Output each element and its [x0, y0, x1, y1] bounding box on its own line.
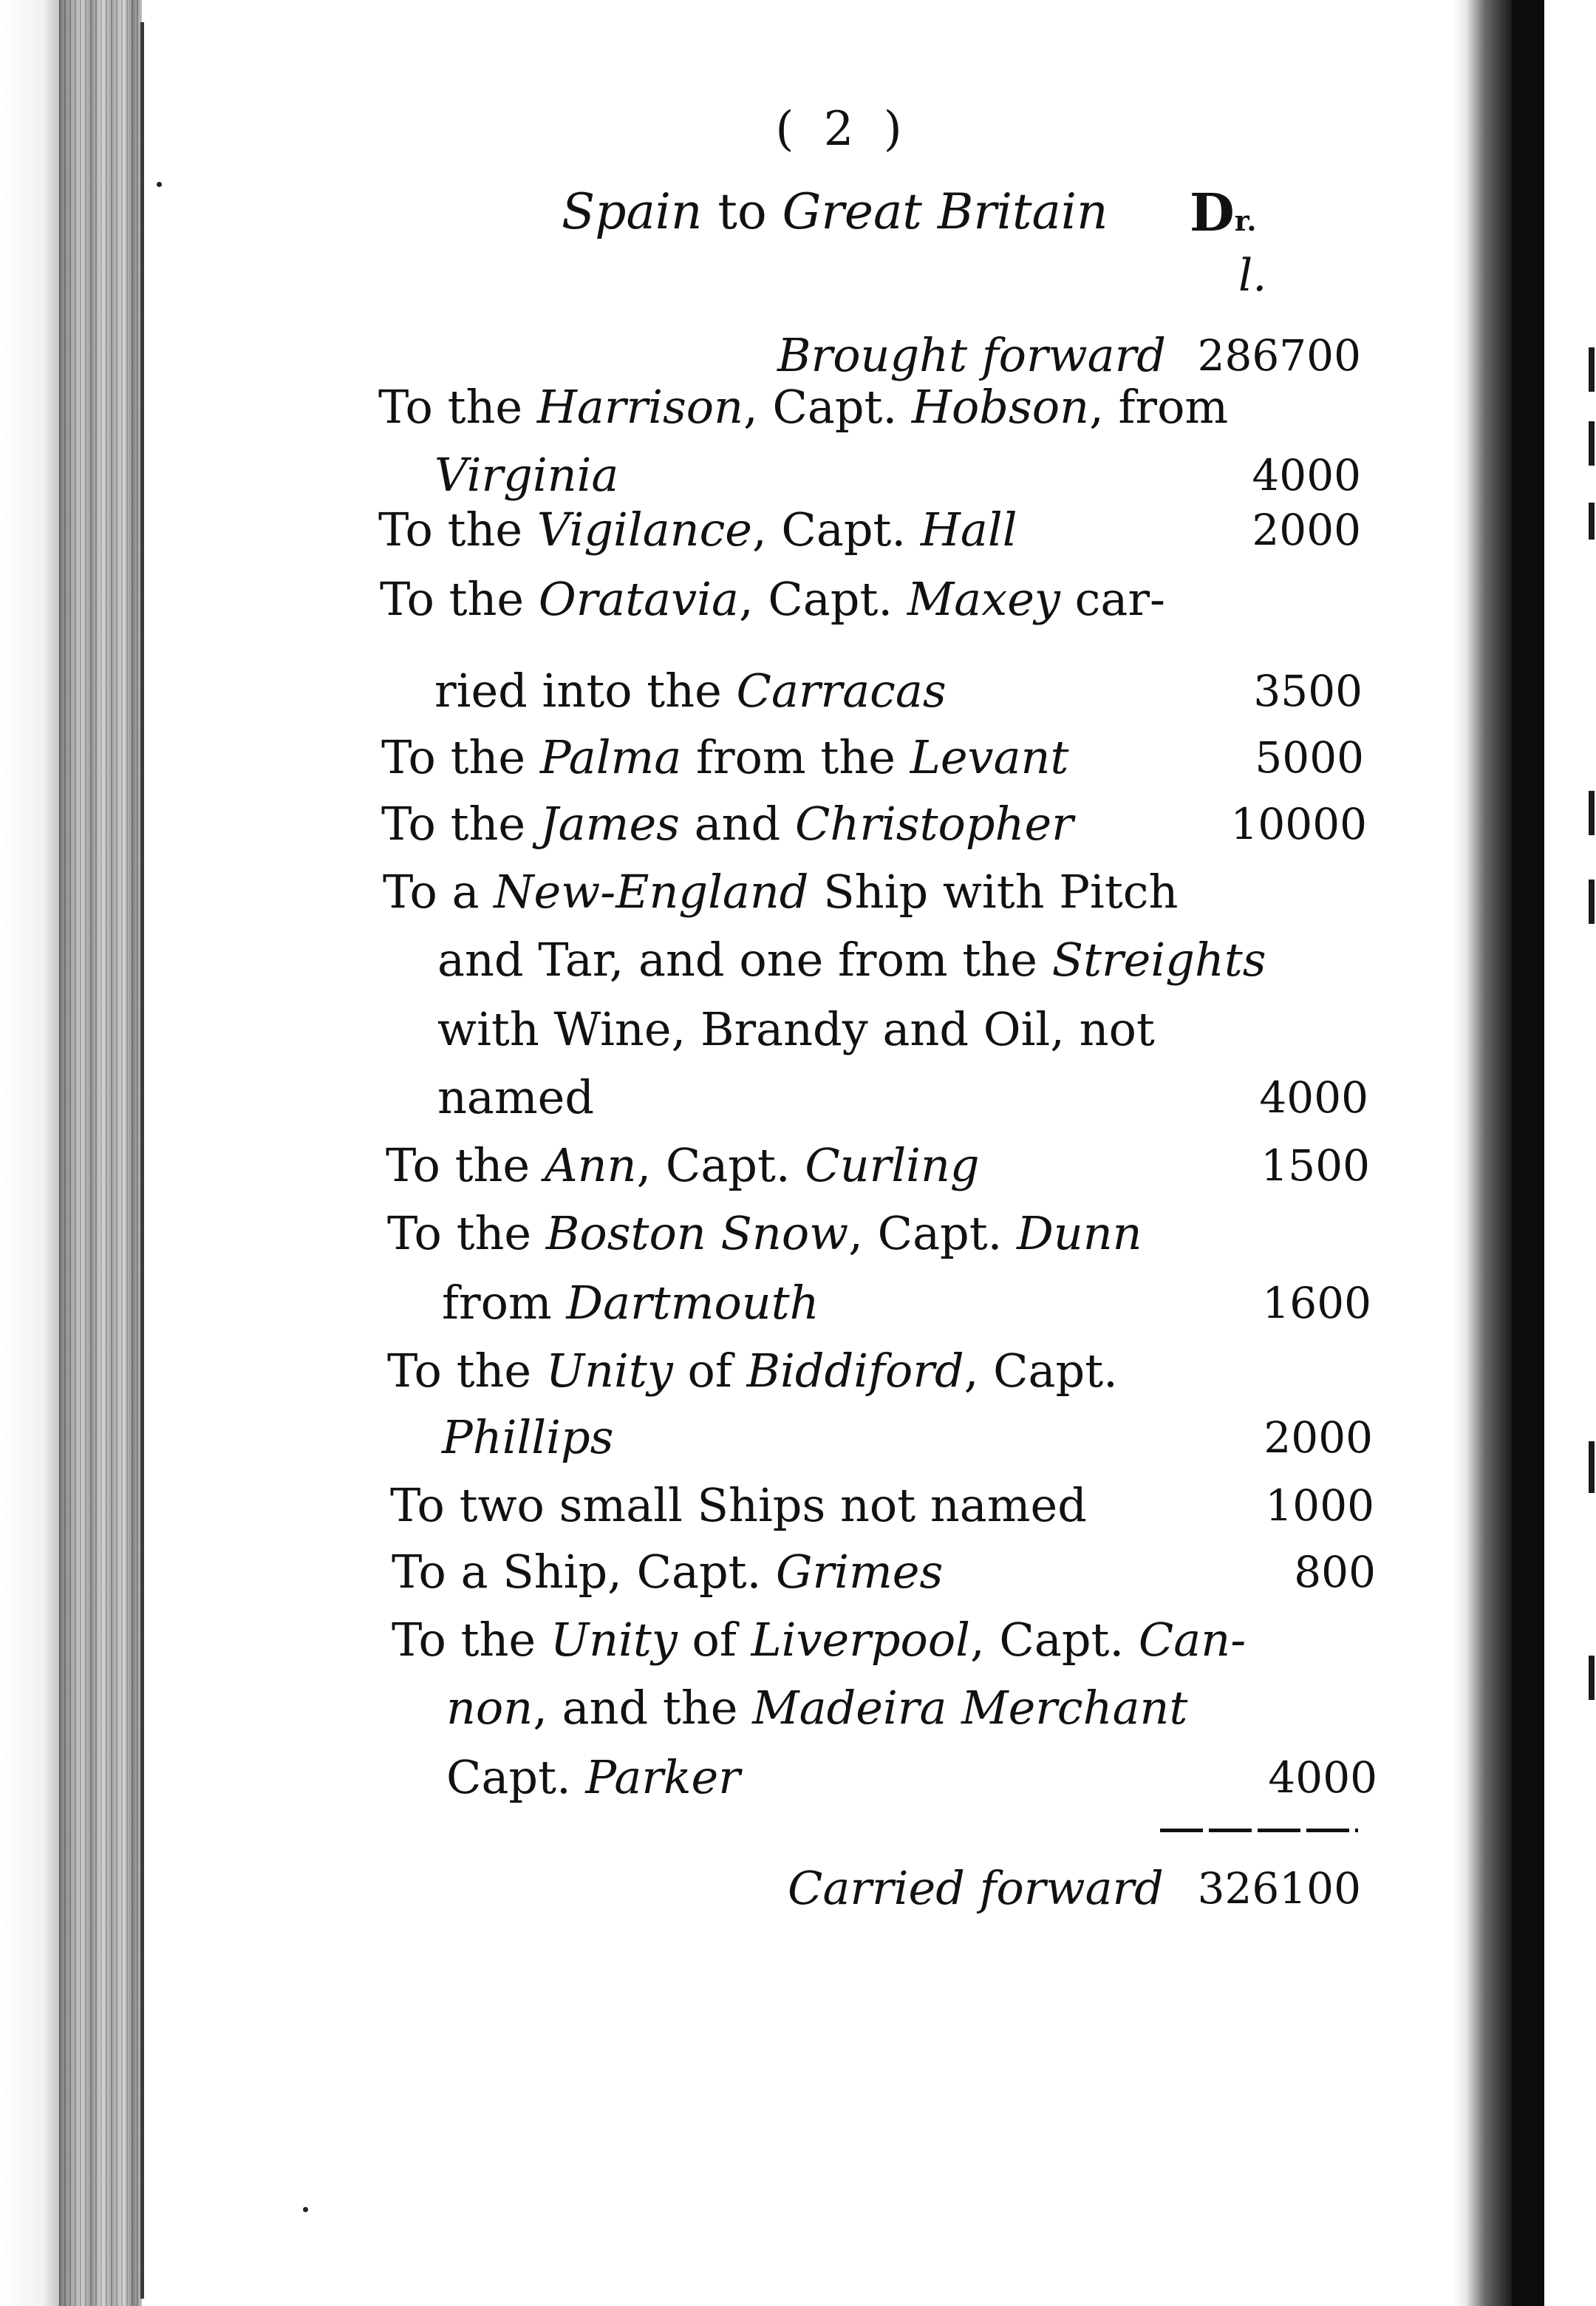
page-edge-line: [140, 22, 144, 2299]
ledger-entry-line: [378, 380, 1229, 434]
ledger-entry-amount: 800: [1294, 1547, 1376, 1597]
ledger-entry-amount: 1600: [1262, 1278, 1371, 1328]
ledger-text: To the: [381, 797, 540, 851]
ledger-italic-name: non: [446, 1681, 533, 1735]
debtor-label-sub: r.: [1234, 204, 1257, 237]
ledger-italic-name: Maxey: [907, 572, 1060, 626]
ledger-text: , Capt.: [738, 572, 907, 626]
ledger-text: Ship with Pitch: [808, 865, 1179, 919]
brought-forward-label: Brought forward: [777, 328, 1166, 382]
ledger-italic-name: Oratavia: [538, 572, 739, 626]
facing-page-text-fragment: [1589, 347, 1595, 392]
ledger-entry-amount: 10000: [1230, 799, 1367, 849]
ledger-italic-name: Hall: [920, 503, 1017, 557]
running-head-country: Spain: [562, 183, 703, 240]
ledger-entry-line: [378, 503, 1017, 557]
ledger-entry-line: [383, 865, 1179, 919]
ledger-text: To the: [386, 1138, 545, 1192]
ledger-text: , Capt.: [743, 380, 912, 434]
ledger-entry-line: [392, 1613, 1247, 1667]
ledger-italic-name: Madeira Merchant: [752, 1681, 1188, 1735]
ledger-text: To a Ship, Capt.: [392, 1545, 777, 1599]
ledger-entry-line: [442, 1410, 614, 1464]
ledger-text: , from: [1089, 380, 1229, 434]
ledger-entry-line: [392, 1545, 944, 1599]
ledger-text: and: [679, 797, 795, 851]
ledger-text: , Capt.: [752, 503, 921, 557]
ledger-italic-name: Biddiford: [746, 1344, 964, 1398]
ledger-entry-line: [387, 1344, 1118, 1398]
ledger-text: To the: [378, 503, 537, 557]
ledger-italic-name: Christopher: [794, 797, 1074, 851]
ledger-italic-name: Parker: [585, 1750, 740, 1804]
ledger-italic-name: Hobson: [911, 380, 1090, 434]
ledger-text: , Capt.: [848, 1206, 1017, 1260]
ledger-entry-amount: 5000: [1255, 732, 1364, 783]
ledger-entry-line: [442, 1276, 819, 1330]
ledger-text: , Capt.: [970, 1613, 1139, 1667]
ledger-italic-name: Grimes: [776, 1545, 944, 1599]
ledger-entry-line: [434, 448, 619, 502]
ledger-text: , Capt.: [636, 1138, 805, 1192]
ledger-entry-line: [387, 1206, 1142, 1260]
ledger-italic-name: New-England: [494, 865, 809, 919]
ledger-text: and Tar, and one from the: [437, 933, 1052, 987]
ledger-entry-line: [381, 730, 1069, 784]
ledger-text: with Wine, Brandy and Oil, not: [437, 1002, 1155, 1056]
ledger-italic-name: Phillips: [442, 1410, 614, 1464]
binding-gutter-shadow: [1453, 0, 1512, 2306]
ink-speck: [303, 2207, 308, 2212]
ledger-italic-name: James: [539, 797, 680, 851]
ledger-entry-line: [437, 1070, 595, 1124]
page-number: ( 2 ): [775, 102, 910, 157]
ink-speck: [157, 182, 162, 187]
ledger-italic-name: Dartmouth: [566, 1276, 819, 1330]
ledger-italic-name: Streights: [1051, 933, 1266, 987]
ledger-text: , and the: [533, 1681, 753, 1735]
binding-gutter: [1512, 0, 1544, 2306]
scan-outer-margin: [0, 0, 62, 2306]
running-head-creditor: Great Britain: [782, 183, 1108, 240]
facing-page-text-fragment: [1589, 791, 1595, 835]
facing-page-text-fragment: [1589, 1656, 1595, 1700]
total-rule: [1160, 1829, 1358, 1832]
ledger-entry-line: [437, 1002, 1155, 1056]
ledger-entry-amount: 2000: [1264, 1412, 1373, 1463]
facing-page-text-fragment: [1589, 503, 1595, 540]
currency-unit: l.: [1238, 250, 1267, 302]
ledger-entry-amount: 1500: [1261, 1140, 1370, 1191]
running-head-connector: to: [702, 183, 782, 240]
ledger-italic-name: Palma: [539, 730, 682, 784]
ledger-text: To the: [387, 1206, 546, 1260]
ledger-italic-name: Carracas: [736, 664, 947, 718]
debtor-label: D: [1190, 182, 1235, 243]
ledger-text: To a: [383, 865, 494, 919]
ledger-text: of: [677, 1613, 751, 1667]
ledger-text: Capt.: [446, 1750, 586, 1804]
debtor-heading: [1190, 182, 1256, 243]
ledger-text: To the: [392, 1613, 550, 1667]
facing-page-edge: [1544, 0, 1596, 2306]
ledger-italic-name: Virginia: [434, 448, 619, 502]
facing-page-text-fragment: [1589, 421, 1595, 466]
ledger-text: To the: [387, 1344, 546, 1398]
ledger-entry-line: [437, 933, 1266, 987]
ledger-entry-line: [434, 664, 947, 718]
ledger-italic-name: Harrison: [536, 380, 744, 434]
ledger-entry-amount: 3500: [1253, 666, 1363, 716]
ledger-entry-line: [381, 797, 1074, 851]
ledger-italic-name: Ann: [544, 1138, 637, 1192]
book-fore-edge: [59, 0, 142, 2306]
ledger-text: car-: [1060, 572, 1165, 626]
ledger-italic-name: Vigilance: [536, 503, 752, 557]
ledger-text: To the: [380, 572, 539, 626]
ledger-text: To the: [378, 380, 537, 434]
ledger-text: To two small Ships not named: [390, 1478, 1087, 1532]
ledger-entry-line: [446, 1681, 1188, 1735]
ledger-entry-line: [390, 1478, 1087, 1532]
ledger-text: , Capt.: [964, 1344, 1118, 1398]
ledger-italic-name: Liverpool: [751, 1613, 971, 1667]
ledger-italic-name: Unity: [545, 1344, 673, 1398]
ledger-italic-name: Curling: [805, 1138, 980, 1192]
ledger-italic-name: Levant: [910, 730, 1069, 784]
ledger-entry-line: [386, 1138, 980, 1192]
ledger-italic-name: Dunn: [1017, 1206, 1142, 1260]
facing-page-text-fragment: [1589, 880, 1595, 924]
ledger-entry-amount: 2000: [1252, 505, 1361, 555]
carried-forward-label: Carried forward: [788, 1861, 1164, 1915]
ledger-italic-name: Boston Snow: [545, 1206, 849, 1260]
ledger-text: from the: [681, 730, 910, 784]
ledger-text: named: [437, 1070, 595, 1124]
ledger-entry-line: [380, 572, 1165, 626]
carried-forward-amount: 326100: [1197, 1863, 1361, 1914]
ledger-entry-amount: 4000: [1259, 1072, 1368, 1123]
ledger-text: To the: [381, 730, 540, 784]
ledger-text: of: [672, 1344, 747, 1398]
ledger-text: ried into the: [434, 664, 737, 718]
running-head: [562, 183, 1123, 240]
ledger-entry-amount: 1000: [1265, 1480, 1374, 1531]
facing-page-text-fragment: [1589, 1441, 1595, 1493]
ledger-entry-amount: 4000: [1252, 450, 1361, 500]
ledger-text: from: [442, 1276, 567, 1330]
ledger-entry-amount: 4000: [1268, 1752, 1377, 1803]
ledger-italic-name: Unity: [550, 1613, 678, 1667]
brought-forward-amount: 286700: [1197, 330, 1361, 381]
ledger-entry-line: [446, 1750, 740, 1804]
ledger-italic-name: Can-: [1138, 1613, 1247, 1667]
